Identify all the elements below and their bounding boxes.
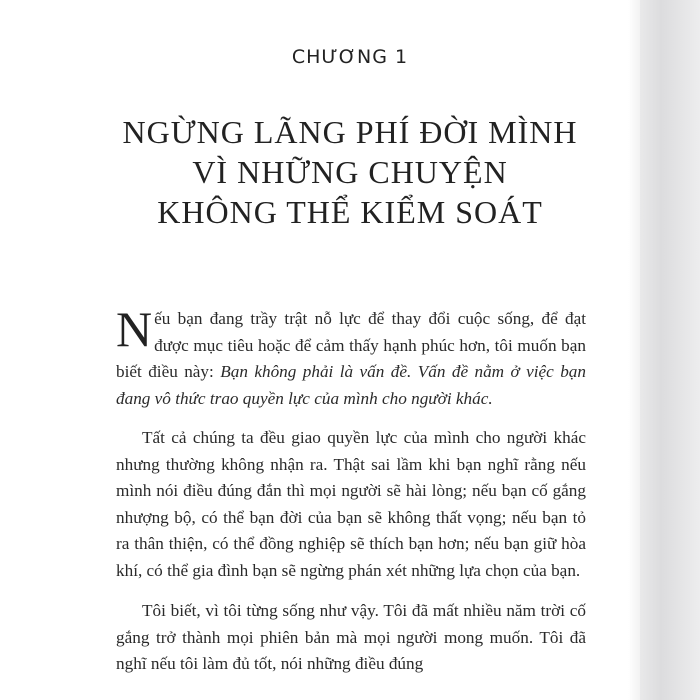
paragraph-1-text: ếu bạn đang trầy trật nỗ lực để thay đổi cuộc sống, để đạt được mục tiêu hoặc để cảm thấy hạnh phúc hơn, tôi muốn bạn biết điều này: <box>116 309 586 381</box>
paragraph-1-italic: Bạn không phải là vấn đề. Vấn đề nằm ở việc bạn đang vô thức trao quyền lực của mình cho người khác. <box>116 362 586 408</box>
chapter-title-line-1: NGỪNG LÃNG PHÍ ĐỜI MÌNH <box>122 114 578 150</box>
paragraph-1 <box>116 301 586 412</box>
chapter-title <box>0 112 700 232</box>
paragraph-2: Tất cả chúng ta đều giao quyền lực của mình cho người khác nhưng thường không nhận ra. Thật sai lầm khi bạn nghĩ rằng nếu mình nói điều đúng đắn thì mọi người sẽ hài lòng; nếu bạn cố gắng nhượng bộ, có thể bạn đời của bạn sẽ không thất vọng; nếu bạn tỏ ra thân thiện, có thể đồng nghiệp sẽ thích bạn hơn; nếu bạn giữ hòa khí, có thể gia đình bạn sẽ ngừng phán xét những lựa chọn của bạn. <box>116 428 586 580</box>
body-text <box>116 301 586 678</box>
drop-cap: N <box>116 301 153 357</box>
page-edge <box>640 0 700 700</box>
paragraph-3: Tôi biết, vì tôi từng sống như vậy. Tôi đã mất nhiều năm trời cố gắng trở thành mọi phiên bản mà mọi người mong muốn. Tôi đã nghĩ nếu tôi làm đủ tốt, nói những điều đúng <box>116 601 586 673</box>
chapter-title-line-2: VÌ NHỮNG CHUYỆN <box>192 154 508 190</box>
chapter-title-line-3: KHÔNG THỂ KIỂM SOÁT <box>157 194 543 230</box>
chapter-label: CHƯƠNG 1 <box>291 46 409 68</box>
